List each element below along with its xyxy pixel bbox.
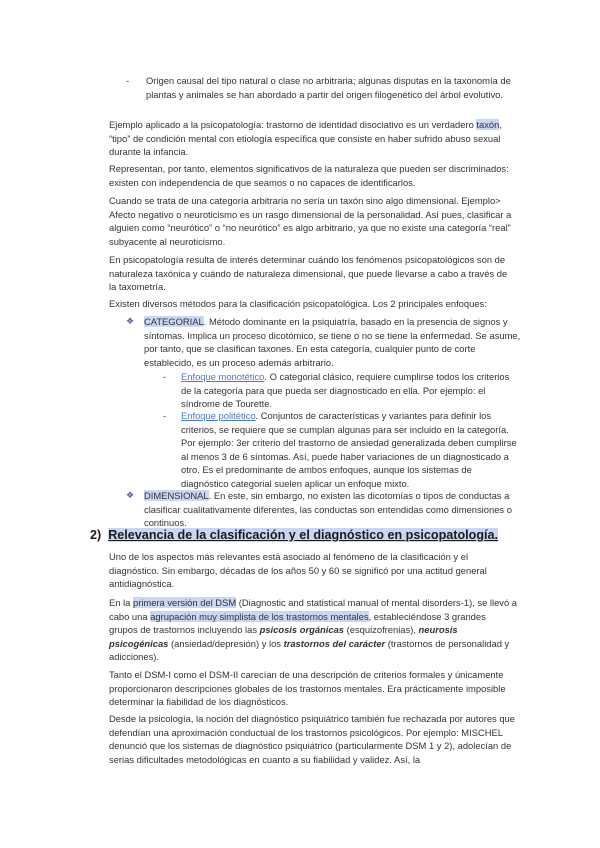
bullet-text-origin: Origen causal del tipo natural o clase no arbitraria; algunas disputas en la taxonomía de plantas y animales se han abordado a partir del origen filogenético del árbol evolutivo. — [146, 75, 511, 100]
dimensional-label: DIMENSIONAL — [144, 490, 209, 501]
paragraph-arbitrary: Cuando se trata de una categoría arbitraria no sería un taxón sino algo dimensional. Ejemplo> Afecto negativo o neuroticismo es un rasgo dimensional de la personalidad. Así pues, clasificar a alguien como “neurótico” o “no neurótico” es algo arbitrario, ya que no existe una categoría “real” subyacente al neuroticismo. — [109, 195, 512, 247]
dash-bullet: - — [163, 371, 167, 382]
term-caracter: trastornos del carácter — [283, 637, 386, 649]
highlight-taxon: taxón — [476, 119, 500, 130]
text-run: , “tipo” de condición mental con etiología específica que consiste en haber sufrido abuso sexual durante la infancia. — [109, 119, 502, 158]
section-heading — [90, 527, 530, 543]
paragraph-methods: Existen diversos métodos para la clasificación psicopatológica. Los 2 principales enfoques: — [109, 298, 487, 309]
dimensional-text: . En este, sin embargo, no existen las dicotomías o tipos de conductas a clasificar cualitativamente diferentes, las conductas son entendidas como dimensiones o continuos. — [144, 490, 512, 529]
categorial-label: CATEGORIAL — [144, 316, 204, 327]
text-run: (ansiedad/depresión) y los — [168, 637, 284, 649]
dash-bullet: - — [126, 75, 130, 86]
paragraph-psychology: Desde la psicología, la noción del diagnóstico psiquiátrico también fue rechazada por autores que defendían una aproximación conductual de los trastornos psicológicos. Por ejemplo: MISCHEL denunció que los sistemas de diagnóstico psiquiátrico (particularmente DSM 1 y 2), adolecían de serias dificultades metodológicas en cuanto a su fiabilidad y validez. Así, la — [109, 713, 515, 765]
text-run: Ejemplo aplicado a la psicopatología: trastorno de identidad disociativo es un verdadero — [109, 119, 477, 130]
highlight-grouping: agrupación muy simplista de los trastornos mentales — [150, 610, 369, 622]
term-neurosis: neurosis psicogénicas — [109, 624, 458, 649]
paragraph-dsm2: Tanto el DSM-I como el DSM-II carecían de una descripción de criterios formales y únicamente proporcionaron descripciones globales de los trastornos mentales. Era prácticamente imposible determinar la fiabilidad de los diagnósticos. — [109, 669, 506, 708]
heading-number: 2) — [90, 528, 102, 542]
link-enfoque-politetico[interactable]: Enfoque politético — [181, 410, 256, 421]
term-psicosis: psicosis orgánicas — [259, 624, 345, 636]
paragraph-represent: Representan, por tanto, elementos significativos de la naturaleza que pueden ser discriminados: existen con independencia de que seamos o no capaces de identificarlos. — [109, 163, 509, 188]
categorial-item — [144, 315, 524, 369]
heading-title: Relevancia de la clasificación y el diagnóstico en psicopatología. — [108, 528, 499, 542]
monotetico-text: . O categorial clásico, requiere cumplirse todos los criterios de la categoría para que pueda ser diagnosticado en ella. Por ejemplo: el síndrome de Tourette. — [181, 371, 510, 410]
monotetico-item — [181, 370, 521, 411]
text-run: , estableciéndose 3 grandes grupos de trastornos incluyendo las — [109, 610, 486, 636]
text-run: (esquizofrenias), — [344, 624, 419, 636]
diamond-bullet-icon: ❖ — [126, 316, 135, 326]
paragraph-interest: En psicopatología resulta de interés determinar cuándo los fenómenos psicopatológicos son de naturaleza taxónica y cuándo de naturaleza dimensional, que puede llevarse a cabo a través de la taxometría. — [109, 254, 508, 293]
link-enfoque-monotetico[interactable]: Enfoque monotético — [181, 371, 265, 382]
categorial-text: . Método dominante en la psiquiatría, basado en la presencia de signos y síntomas. Implica un proceso dicotómico, se tiene o no se tiene la enfermedad. Se asume, por tanto, que se clasifican taxones. En esta categoría, cualquier punto de corte establecido, es un proceso además arbitrario. — [144, 316, 521, 368]
dimensional-item — [144, 489, 524, 530]
paragraph-dsm — [109, 596, 517, 664]
highlight-dsm-version: primera versión del DSM — [132, 597, 237, 608]
diamond-bullet-icon: ❖ — [126, 490, 135, 500]
politetico-item — [181, 409, 521, 491]
text-run: En la — [109, 597, 133, 608]
paragraph-relevance: Uno de los aspectos más relevantes está asociado al fenómeno de la clasificación y el diagnóstico. Sin embargo, décadas de los años 50 y 60 se significó por una actitud general antidiagnóstica. — [109, 551, 487, 590]
text-run: (trastornos de personalidad y adicciones). — [109, 637, 510, 663]
paragraph-example — [109, 118, 517, 159]
politetico-text: . Conjuntos de características y variantes para definir los criterios, se requiere que se cumplan algunas para ser incluido en la categoría. Por ejemplo: 3er criterio del trastorno de ansiedad generalizada deben cumplirse al menos 3 de 6 síntomas. Así, puede haber variaciones de un diagnosticado a otro. Es el predominante de ambos enfoques, aunque los sistemas de diagnóstico categorial suelen aplicar un enfoque mixto. — [181, 410, 517, 489]
dash-bullet: - — [163, 410, 167, 421]
text-run: (Diagnostic and statistical manual of mental disorders-1), se llevó a cabo una — [109, 597, 518, 622]
